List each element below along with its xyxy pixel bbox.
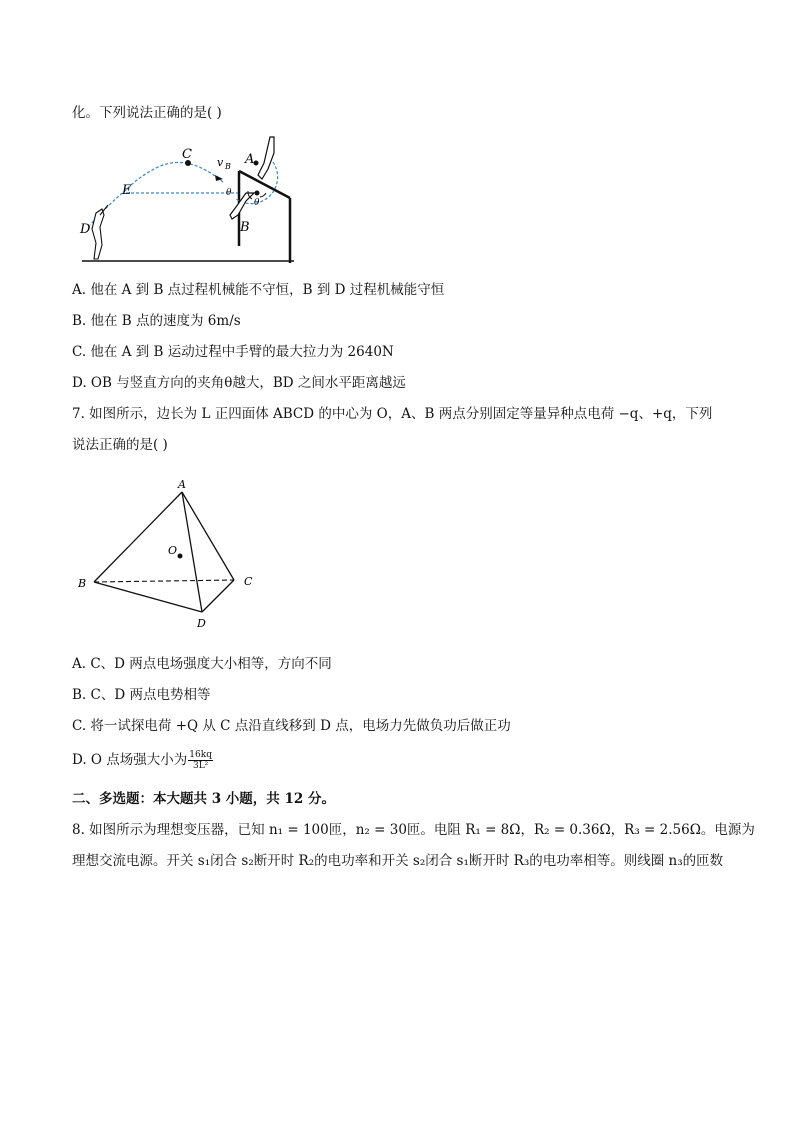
q7-option-c: C. 将一试探电荷 +Q 从 C 点沿直线移到 D 点，电场力先做负功后做正功 [72,718,511,734]
q7-option-d-prefix: D. O 点场强大小为 [72,752,188,768]
tetrahedron-figure [70,474,270,634]
section-2-heading: 二、多选题：本大题共 3 小题，共 12 分。 [72,791,335,807]
label-d: D [80,222,91,237]
edge-cd [202,580,234,612]
label-c: C [244,575,253,588]
q7-stem-line2: 说法正确的是( ) [72,437,168,453]
label-c: C [182,147,192,162]
label-theta-2: θ [254,198,260,208]
q7-stem-line1: 7. 如图所示，边长为 L 正四面体 ABCD 的中心为 O，A、B 两点分别固定等量异种点电荷 −q、+q，下列 [72,406,713,422]
point-o [255,191,260,196]
q6-option-a: A. 他在 A 到 B 点过程机械能不守恒，B 到 D 过程机械能守恒 [72,282,445,298]
fraction-numerator: 16kq [189,750,212,760]
q6-option-c: C. 他在 A 到 B 运动过程中手臂的最大拉力为 2640N [72,344,394,360]
q8-stem-line2: 理想交流电源。开关 s₁闭合 s₂断开时 R₂的电功率和开关 s₂闭合 s₁断开时 R₃的电功率相等。则线圈 n₃的匝数 [72,853,724,869]
fraction-denominator: 3L² [192,761,209,771]
trajectory-path [90,162,223,225]
edge-ab [94,492,182,582]
label-d: D [197,617,206,630]
q7-option-b: B. C、D 两点电势相等 [72,687,211,703]
edge-bc-hidden [94,580,234,582]
label-o: O [168,544,178,557]
angle-mark-2 [260,193,266,197]
q6-stem-tail: 化。下列说法正确的是( ) [72,105,222,121]
gymnast-standing [92,209,104,259]
label-e: E [122,183,132,198]
q7-option-d [72,750,213,771]
gymnast-figure [78,135,318,265]
label-a: A [178,478,186,491]
label-b: B [78,577,87,590]
label-vb-sub: B [225,162,231,171]
q8-stem-line1: 8. 如图所示为理想变压器，已知 n₁ = 100匝，n₂ = 30匝。电阻 R₁ = 8Ω，R₂ = 0.36Ω，R₃ = 2.56Ω。电源为 [72,822,755,838]
q7-option-a: A. C、D 两点电场强度大小相等，方向不同 [72,656,332,672]
center-o [178,554,183,559]
label-b: B [240,220,250,235]
edge-bd [94,582,202,612]
field-strength-fraction [188,750,213,771]
gymnast-upper [258,137,274,179]
velocity-arrow [215,175,223,181]
q6-option-d: D. OB 与竖直方向的夹角θ越大，BD 之间水平距离越远 [72,375,406,391]
label-a: A [245,152,255,167]
label-vb: v [217,156,224,169]
gymnast-lower [230,193,254,219]
q6-option-b: B. 他在 B 点的速度为 6m/s [72,313,241,329]
label-theta-1: θ [226,188,232,198]
